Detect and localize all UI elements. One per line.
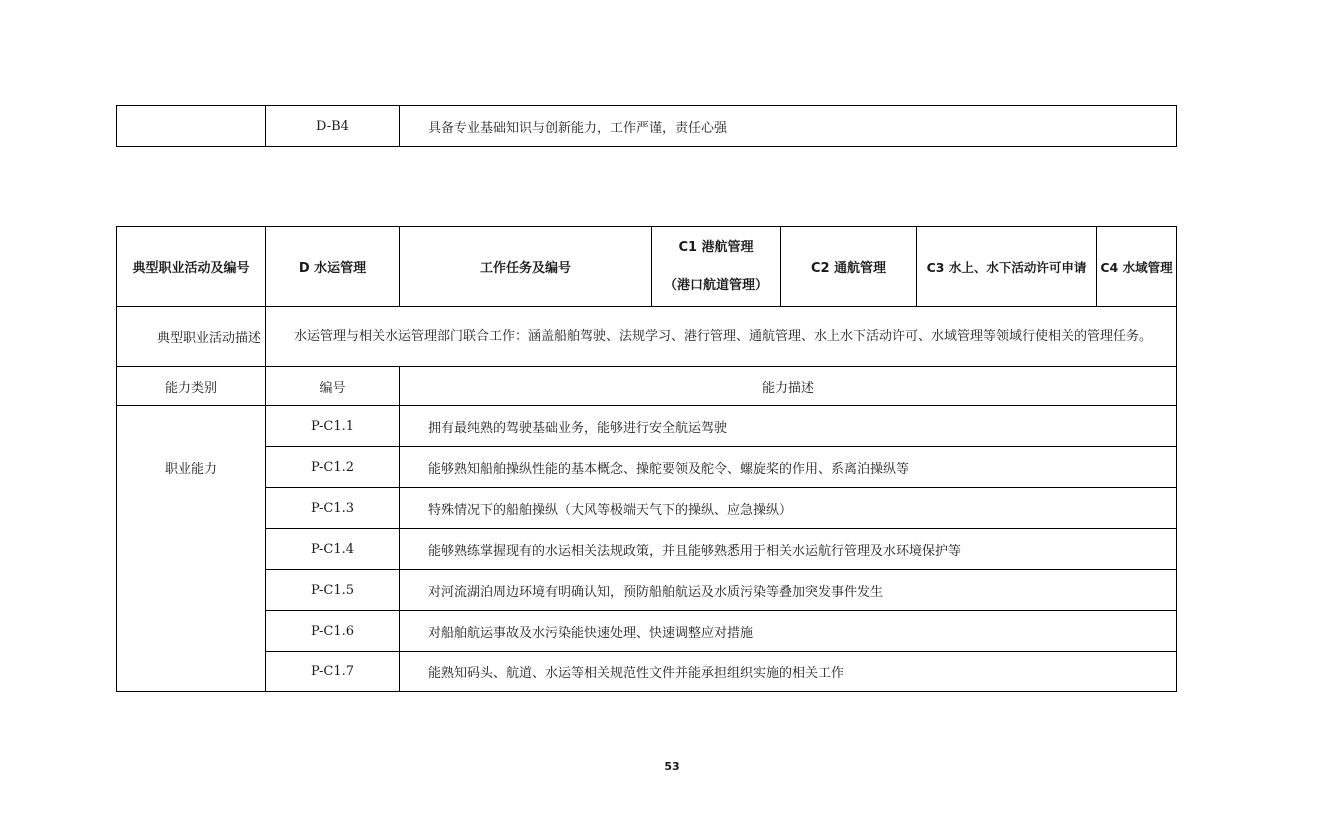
task-c1 (652, 227, 781, 307)
table-row (117, 488, 1177, 529)
description-text: 水运管理与相关水运管理部门联合工作：涵盖船舶驾驶、法规学习、港行管理、通航管理、水上水下活动许可、水域管理等领域行使相关的管理任务。 (266, 307, 1177, 367)
task-c2: C2 通航管理 (781, 227, 917, 307)
main-table (116, 226, 1177, 692)
ability-code: P-C1.6 (266, 611, 400, 652)
empty-category-cell (117, 106, 266, 147)
table-row (117, 106, 1177, 147)
table-row (117, 611, 1177, 652)
ability-description: 能够熟知船舶操纵性能的基本概念、操舵要领及舵令、螺旋桨的作用、系离泊操纵等 (400, 447, 1177, 488)
description-label: 典型职业活动描述 (117, 307, 266, 367)
ability-description: 能够熟练掌握现有的水运相关法规政策，并且能够熟悉用于相关水运航行管理及水环境保护等 (400, 529, 1177, 570)
ability-code: P-C1.5 (266, 570, 400, 611)
ability-description: 能熟知码头、航道、水运等相关规范性文件并能承担组织实施的相关工作 (400, 652, 1177, 692)
description-row (117, 307, 1177, 367)
category-cell: 职业能力 (117, 406, 266, 692)
task-c4: C4 水域管理 (1097, 227, 1177, 307)
table-row (117, 406, 1177, 447)
header-row (117, 227, 1177, 307)
activity-value: D 水运管理 (266, 227, 400, 307)
table-row (117, 570, 1177, 611)
ability-code: D-B4 (266, 106, 400, 147)
ability-description: 特殊情况下的船舶操纵（大风等极端天气下的操纵、应急操纵） (400, 488, 1177, 529)
table-row (117, 529, 1177, 570)
task-label: 工作任务及编号 (400, 227, 652, 307)
column-header-row (117, 367, 1177, 406)
page-number: 53 (664, 760, 680, 773)
table-row (117, 447, 1177, 488)
ability-description: 对船舶航运事故及水污染能快速处理、快速调整应对措施 (400, 611, 1177, 652)
ability-description: 具备专业基础知识与创新能力，工作严谨，责任心强 (400, 106, 1177, 147)
task-c3: C3 水上、水下活动许可申请 (917, 227, 1097, 307)
ability-description: 拥有最纯熟的驾驶基础业务，能够进行安全航运驾驶 (400, 406, 1177, 447)
top-table (116, 105, 1177, 147)
column-header-description: 能力描述 (400, 367, 1177, 406)
column-header-code: 编号 (266, 367, 400, 406)
ability-code: P-C1.1 (266, 406, 400, 447)
table-row (117, 652, 1177, 692)
ability-code: P-C1.2 (266, 447, 400, 488)
activity-label: 典型职业活动及编号 (117, 227, 266, 307)
ability-code: P-C1.3 (266, 488, 400, 529)
ability-description: 对河流湖泊周边环境有明确认知，预防船舶航运及水质污染等叠加突发事件发生 (400, 570, 1177, 611)
ability-code: P-C1.4 (266, 529, 400, 570)
task-c1-title: C1 港航管理 (678, 239, 754, 255)
task-c1-subtitle: （港口航道管理） (663, 277, 768, 293)
column-header-category: 能力类别 (117, 367, 266, 406)
ability-code: P-C1.7 (266, 652, 400, 692)
